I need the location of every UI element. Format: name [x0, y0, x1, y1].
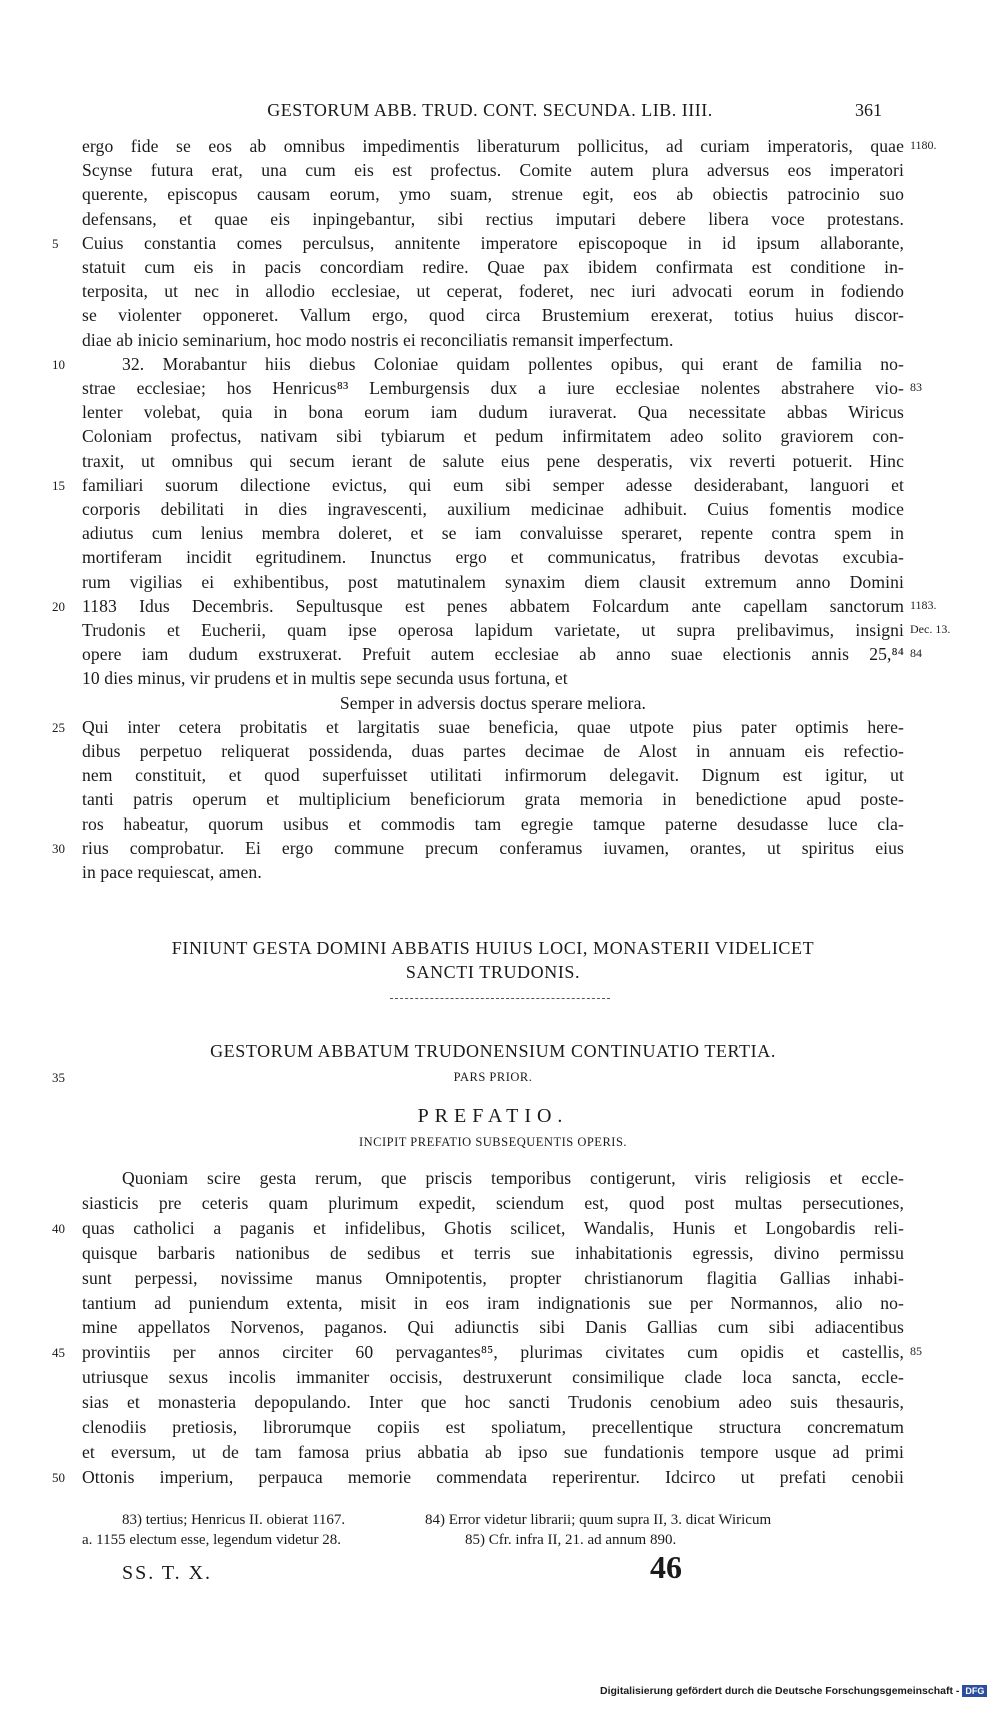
footnote-83-a: 83) tertius; Henricus II. obierat 1167. — [122, 1512, 346, 1528]
text-line: dibus perpetuo reliquerat possidenda, duas partes decimae de Alost in annuam eis refectio- — [82, 741, 904, 761]
text-line: Trudonis et Eucherii, quam ipse operosa lapidum varietate, ut supra prelibavimus, insigni — [82, 620, 904, 640]
prefatio-title: PREFATIO. — [417, 1105, 569, 1127]
text-line: lenter volebat, quia in bona eorum iam dudum iuraverat. Qua necessitate abbas Wiricus — [82, 402, 904, 423]
footnote-83-b: a. 1155 electum esse, legendum videtur 28. — [82, 1532, 341, 1548]
text-line: Semper in adversis doctus sperare meliora. — [339, 692, 647, 713]
text-line: 1183 Idus Decembris. Sepultusque est penes abbatem Folcardum ante capellam sanctorum — [82, 595, 904, 616]
margin-note: 1183. — [910, 597, 937, 612]
text-line: clenodiis pretiosis, librorumque copiis est spoliatum, precellentique structura concrematum — [82, 1417, 904, 1437]
section-title: GESTORUM ABBATUM TRUDONENSIUM CONTINUATIO TERTIA. — [210, 1041, 776, 1061]
text-line: Qui inter cetera probitatis et largitatis suae beneficia, quae utpote pius pater optimis here- — [82, 716, 904, 737]
digitization-credit — [600, 1685, 987, 1697]
text-line: strae ecclesiae; hos Henricus⁸³ Lemburgensis dux a iure ecclesiae nolentes abstrahere vio- — [82, 378, 904, 398]
margin-note: 85 — [910, 1344, 922, 1359]
text-line: defensans, et quae eis inpingebantur, sibi rectius imputari debere libera voce protestans. — [82, 208, 904, 229]
text-line: mine appellatos Norvenos, paganos. Qui adiunctis sibi Danis Gallias cum sibi adiacentibus — [82, 1317, 904, 1338]
text-line: Ottonis imperium, perpauca memorie commendata reperirentur. Idcirco ut prefati cenobii — [82, 1466, 904, 1487]
text-line: sias et monasteria depopulando. Inter que hoc sancti Trudonis cenobium adeo suis thesauris, — [82, 1392, 904, 1413]
margin-note: 83 — [910, 380, 922, 394]
dfg-logo: DFG — [962, 1685, 987, 1697]
text-line: 32. Morabantur hiis diebus Coloniae quidam pollentes opibus, qui erant de familia no- — [122, 353, 904, 374]
text-line: querente, episcopus causam eorum, ymo suam, strenue egit, eos ab obiectis patrocinio suo — [82, 184, 904, 205]
text-line: Coloniam profectus, nativam sibi tybiarum et pedum infirmitatem adeo solito graviorem con- — [82, 426, 904, 447]
text-line: Quoniam scire gesta rerum, que priscis temporibus contigerunt, viris religiosis et eccle- — [122, 1168, 904, 1188]
text-line: corporis debilitati in dies ingravescenti, auxilium medicinae adhibuit. Cuius fomentis modice — [82, 499, 904, 519]
credit-text: Digitalisierung gefördert durch die Deutsche Forschungsgemeinschaft - — [600, 1685, 960, 1697]
text-line: ros habeatur, quorum usibus et commodis tam egregie tamque paterne desudasse luce cla- — [82, 813, 904, 834]
text-line: quas catholici a paganis et infidelibus, Ghotis scilicet, Wandalis, Hunis et Longobardis reli- — [82, 1217, 904, 1238]
text-line: et eversum, ut de tam famosa prius abbatia ab ipso sue fundationis tempore usque ad primi — [82, 1441, 904, 1462]
text-line: Cuius constantia comes perculsus, annitente imperatore episcopoque in id ipsum allaborante, — [82, 232, 904, 253]
text-line: ergo fide se eos ab omnibus impedimentis liberaturum pollicitus, ad curiam imperatoris, quae — [82, 136, 904, 156]
signature-number: 46 — [650, 1549, 682, 1585]
text-line: siasticis pre ceteris quam plurimum expedit, sciendum est, quod post multas persecutiones, — [82, 1192, 904, 1213]
text-line: rum vigilias ei exhibentibus, post matutinalem synaxim diem clausit extremum anno Domini — [82, 571, 904, 592]
margin-note: 1180. — [910, 138, 937, 152]
text-line: rius comprobatur. Ei ergo commune precum conferamus iuvamen, orantes, ut spiritus eius — [82, 837, 904, 858]
running-header: GESTORUM ABB. TRUD. CONT. SECUNDA. LIB. IIII. — [267, 100, 713, 120]
text-line: sunt perpessi, novissime manus Omnipotentis, propter christianorum flagitia Gallias inhabi- — [82, 1267, 904, 1288]
section-line-number: 35 — [52, 1070, 65, 1085]
line-number: 45 — [52, 1345, 65, 1361]
text-line: opere iam dudum exstruxerat. Prefuit autem ecclesiae ab anno suae electionis annis 25,⁸⁴ — [82, 644, 904, 665]
text-line: 10 dies minus, vir prudens et in multis sepe secunda usus fortuna, et — [82, 668, 568, 689]
line-number: 30 — [52, 840, 65, 856]
line-number: 20 — [52, 598, 65, 614]
text-line: in pace requiescat, amen. — [82, 862, 262, 882]
text-line: quisque barbaris nationibus de sedibus et terris sue inhabitationis egressis, divino permissu — [82, 1242, 904, 1263]
line-number: 50 — [52, 1469, 65, 1485]
page-number: 361 — [855, 100, 882, 120]
text-line: traxit, ut omnibus qui secum ierant de salute eius pene desperatis, vix reverti potuerit. Hinc — [82, 450, 904, 471]
margin-note: 84 — [910, 646, 922, 661]
text-line: adiutus cum lenius membra doleret, et se iam convaluisse speraret, repente contra spem in — [82, 523, 904, 544]
line-number: 40 — [52, 1220, 65, 1236]
text-line: Scynse futura erat, una cum eis est profectus. Comite autem plura adversus eos imperatori — [82, 160, 904, 181]
text-line: se violenter opponeret. Vallum ergo, quod circa Brustemium erexerat, totius huius discor- — [82, 305, 904, 326]
text-line: tanti patris operum et multiplicium beneficiorum grata memoria in benedictione apud poste- — [82, 789, 904, 810]
line-number: 25 — [52, 719, 65, 735]
pars-prior: PARS PRIOR. — [453, 1070, 533, 1084]
text-line: statuit cum eis in pacis concordiam redire. Quae pax ibidem confirmata est conditione in- — [82, 257, 904, 277]
line-number: 10 — [52, 356, 65, 372]
text-line: mortiferam incidit egritudinem. Inunctus ergo et communicatus, fratribus devotas excubia- — [82, 547, 904, 568]
text-line: nem constituit, et quod superfuisset utilitati infirmorum delegavit. Dignum est igitur, ut — [82, 765, 904, 786]
text-line: diae ab inicio seminarium, hoc modo nostris ei reconciliatis remansit imperfectum. — [82, 329, 674, 350]
text-line: terposita, ut nec in allodio ecclesiae, ut ceperat, foderet, nec iuri advocati eorum in fodiendo — [82, 281, 904, 302]
finiunt-line-1: FINIUNT GESTA DOMINI ABBATIS HUIUS LOCI, MONASTERII VIDELICET — [171, 938, 815, 958]
margin-note: Dec. 13. — [910, 622, 951, 636]
footnote-85: 85) Cfr. infra II, 21. ad annum 890. — [465, 1532, 677, 1548]
text-line: utriusque sexus incolis immaniter occisis, destruxerunt consimilique clade loca sancta, eccle- — [82, 1367, 904, 1388]
line-number: 5 — [52, 235, 59, 251]
incipit-line: INCIPIT PREFATIO SUBSEQUENTIS OPERIS. — [358, 1135, 628, 1149]
line-number: 15 — [52, 477, 65, 493]
text-line: familiari suorum dilectione evictus, qui eum sibi semper adesse desiderabant, languori et — [82, 474, 904, 495]
text-line: tantium ad puniendum extenta, misit in eos iram indignationis sue per Normannos, alio no- — [82, 1292, 904, 1313]
finiunt-line-2: SANCTI TRUDONIS. — [405, 962, 581, 982]
signature-mark: SS. T. X. — [122, 1562, 213, 1584]
text-line: provintiis per annos circiter 60 pervagantes⁸⁵, plurimas civitates cum opidis et castellis, — [82, 1342, 904, 1363]
section-divider — [390, 998, 610, 999]
footnote-84: 84) Error videtur librarii; quum supra II, 3. dicat Wiricum — [425, 1512, 772, 1528]
